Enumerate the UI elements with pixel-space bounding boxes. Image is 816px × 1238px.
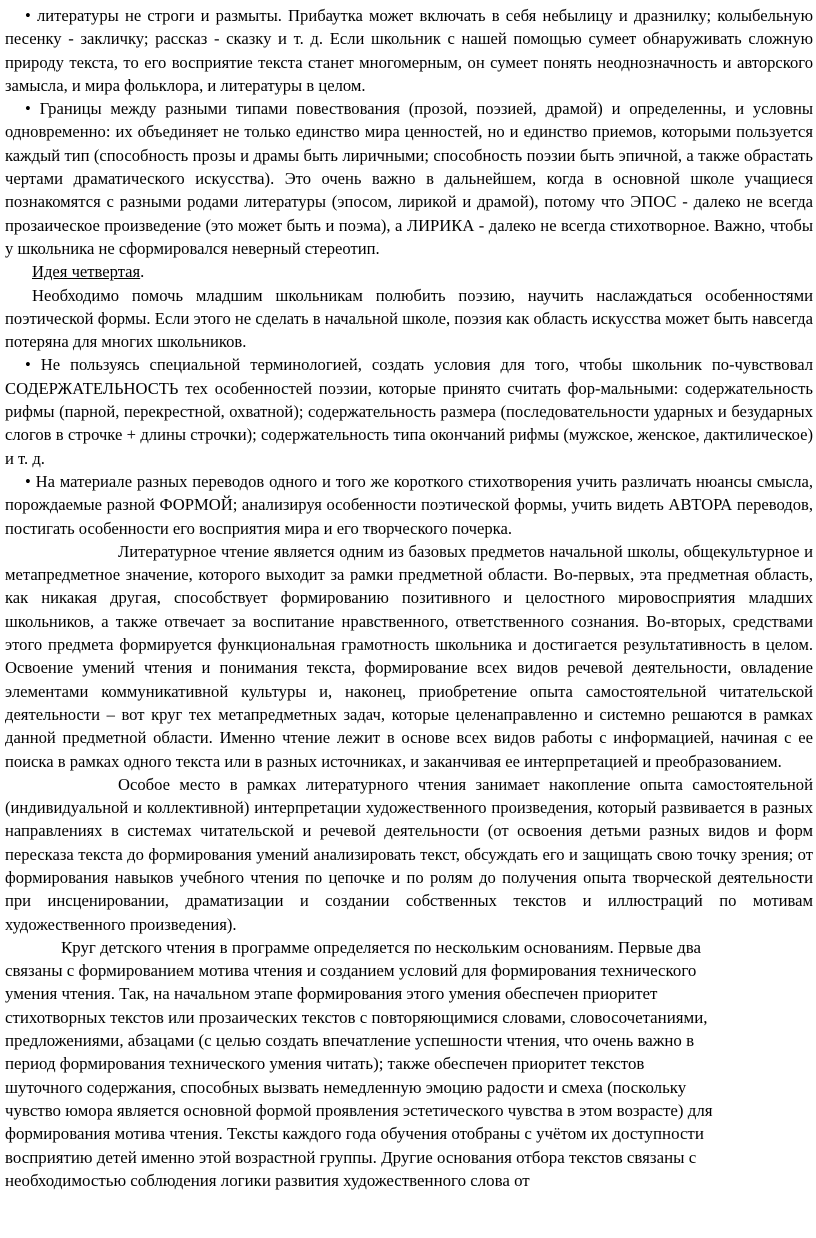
text-line: стихотворных текстов или прозаических текстов с повторяющимися словами, словосочетаниями, <box>5 1007 708 1027</box>
text-line: период формирования технического умения читать); также обеспечен приоритет текстов <box>5 1054 645 1074</box>
text-line: умения чтения. Так, на начальном этапе формирования этого умения обеспечен приоритет <box>5 984 658 1004</box>
text-line: чувство юмора является основной формой проявления эстетического чувства в этом возрасте) для <box>5 1100 713 1120</box>
section-heading-period: . <box>140 262 145 282</box>
section-heading <box>5 260 813 283</box>
text-line: восприятию детей именно этой возрастной группы. Другие основания отбора текстов связаны с <box>5 1147 697 1167</box>
paragraph-interpretation: Особое место в рамках литературного чтения занимает накопление опыта самостоятельной (индивидуальной и коллективной) интерпретации художественного произведения, который развивается в разных направлениях в системах читательской и речевой деятельности (от освоения детьми разных видов и форм пересказа текста до формирования умений анализировать текст, обсуждать его и защищать свою точку зрения; от формирования навыков учебного чтения по цепочке и по ролям до получения опыта творческой деятельности при инсценировании, драматизации и создании собственных текстов и иллюстраций по мотивам художественного произведения). <box>5 774 813 934</box>
text-line: Круг детского чтения в программе определяется по нескольким основаниям. Первые два <box>61 937 701 957</box>
paragraph-poetic-form: • Не пользуясь специальной терминологией, создать условия для того, чтобы школьник по-чувствовал СОДЕРЖАТЕЛЬНОСТЬ тех особенностей поэзии, которые принято считать фор-мальными: содержательность рифмы (парной, перекрестной, охватной); содержательность размера (последовательности ударных и безударных слогов в строчке + длины строчки); содержательность типа окончаний рифмы (мужское, женское, дактилическое) и т. д. <box>5 355 813 468</box>
paragraph-love-poetry: Необходимо помочь младшим школьникам полюбить поэзию, научить наслаждаться особенностями поэтической формы. Если этого не сделать в начальной школе, поэзия как область искусства может быть навсегда потеряна для многих школьников. <box>5 285 813 352</box>
text-line: формирования мотива чтения. Тексты каждого года обучения отобраны с учётом их доступности <box>5 1124 704 1144</box>
paragraph-folklore-genres: • литературы не строги и размыты. Прибаутка может включать в себя небылицу и дразнилку; колыбельную песенку - закличку; рассказ - сказку и т. д. Если школьник с нашей помощью сумеет обнаруживать сложную природу текста, то его восприятие текста станет многомерным, он сумеет понять неоднозначность и авторского замысла, и мира фольклора, и литературы в целом. <box>5 6 813 95</box>
text-line: предложениями, абзацами (с целью создать впечатление успешности чтения, что очень важно в <box>5 1031 695 1051</box>
text-line: связаны с формированием мотива чтения и созданием условий для формирования технического <box>5 961 697 981</box>
paragraph-narrative-types: • Границы между разными типами повествования (прозой, поэзией, драмой) и определенны, и условны одновременно: их объединяет не только единство мира ценностей, но и единство приемов, которыми пользуется каждый тип (способность прозы и драмы быть лиричными; способность поэзии быть эпичной, а также обрастать чертами драматического искусства). Это очень важно в дальнейшем, когда в основной школе учащиеся познакомятся с разными родами литературы (эпосом, лирикой и драмой), потому что ЭПОС - далеко не всегда прозаическое произведение (это может быть и поэма), а ЛИРИКА - далеко не всегда стихотворное. Важно, чтобы у школьника не сформировался неверный стереотип. <box>5 99 813 258</box>
section-heading-title: Идея четвертая <box>32 262 141 282</box>
paragraph-reading-circle <box>5 936 813 1192</box>
text-line: шуточного содержания, способных вызвать немедленную эмоцию радости и смеха (поскольку <box>5 1077 687 1097</box>
paragraph-translations: • На материале разных переводов одного и того же короткого стихотворения учить различать нюансы смысла, порождаемые разной ФОРМОЙ; анализируя особенности поэтической формы, учить видеть АВТОРА переводов, постигать особенности его восприятия мира и его творческого почерка. <box>5 471 813 538</box>
paragraph-literary-reading: Литературное чтение является одним из базовых предметов начальной школы, общекультурное и метапредметное значение, которого выходит за рамки предметной области. Во-первых, эта предметная область, как никакая другая, способствует формированию позитивного и целостного мировосприятия младших школьников, а также отвечает за воспитание нравственного, ответственного сознания. Во-вторых, средствами этого предмета формируется функциональная грамотность школьника и достигается результативность в целом. Освоение умений чтения и понимания текста, формирование всех видов речевой деятельности, овладение элементами коммуникативной культуры и, наконец, приобретение опыта самостоятельной читательской деятельности – вот круг тех метапредметных задач, которые целенаправленно и системно решаются в рамках данной предметной области. Именно чтение лежит в основе всех видов работы с информацией, начиная с ее поиска в рамках одного текста или в разных источниках, и заканчивая ее интерпретацией и преобразованием. <box>5 541 813 771</box>
text-line: необходимостью соблюдения логики развития художественного слова от <box>5 1170 530 1190</box>
